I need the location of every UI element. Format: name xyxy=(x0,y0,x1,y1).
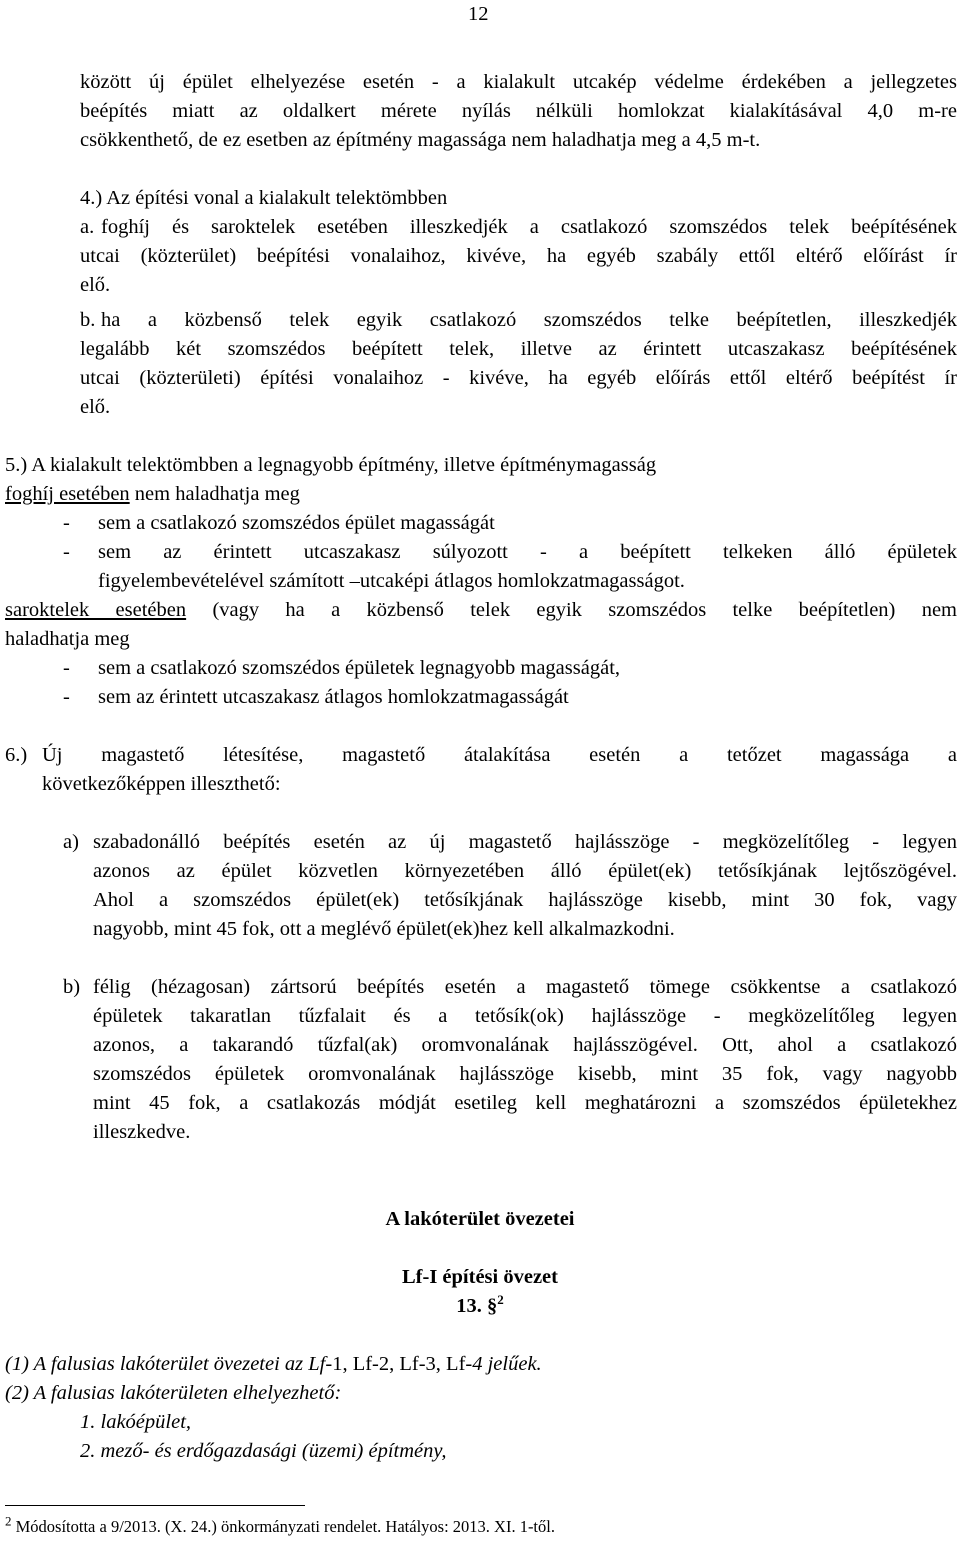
heading-lf-i-zone: Lf-I építési övezet xyxy=(402,1266,558,1288)
item-6a-line-1: szabadonálló beépítés esetén az új magastető hajlásszöge - megközelítőleg - legyen xyxy=(93,831,957,853)
foghij-line xyxy=(5,480,300,509)
item-6b-line-4: szomszédos épületek oromvonalának hajlásszöge kisebb, mint 35 fok, vagy nagyobb xyxy=(93,1063,957,1085)
item-a-line-3: elő. xyxy=(80,274,111,296)
section-4-heading: 4.) Az építési vonal a kialakult telektömbben xyxy=(80,187,448,209)
dash-item-2-line-1: sem az érintett utcaszakasz súlyozott - a beépített telkeken álló épületek xyxy=(98,541,957,563)
sarok-rest: (vagy ha a közbenső telek egyik szomszédos telke beépítetlen) nem xyxy=(186,599,957,621)
item-a-line-2: utcai (közterület) beépítési vonalaihoz, kivéve, ha egyéb szabály ettől eltérő előírást ír xyxy=(80,245,957,267)
item-6a-line-4: nagyobb, mint 45 fok, ott a meglévő épület(ek)hez kell alkalmazkodni. xyxy=(93,918,675,940)
dash-1: - xyxy=(63,512,70,534)
item-6b-line-5: mint 45 fok, a csatlakozás módját esetileg kell meghatározni a szomszédos épületekhez xyxy=(93,1092,957,1114)
paragraph-1 xyxy=(5,1350,542,1379)
section-6-line-1: Új magastető létesítése, magastető átalakítása esetén a tetőzet magassága a xyxy=(42,744,957,766)
item-6b-line-6: illeszkedve. xyxy=(93,1121,191,1143)
page-number: 12 xyxy=(468,3,489,25)
footnote xyxy=(5,1513,555,1538)
foghij-rest: nem haladhatja meg xyxy=(129,483,300,505)
dash-item-2-line-2: figyelembevételével számított –utcaképi átlagos homlokzatmagasságot. xyxy=(98,570,685,592)
paragraph-1-part-b: 1, Lf-2, Lf-3, Lf- xyxy=(332,1353,473,1375)
footnote-number: 2 xyxy=(5,1513,12,1529)
foghij-underlined: foghíj esetében xyxy=(5,483,130,505)
heading-residential-zones: A lakóterület övezetei xyxy=(385,1208,575,1230)
sarok-underlined: saroktelek esetében xyxy=(5,599,187,621)
heading-paragraph-13 xyxy=(0,1292,960,1321)
item-6b-line-2: épületek takaratlan tűzfalait és a tetősík(ok) hajlásszöge - megközelítőleg legyen xyxy=(93,1005,957,1027)
dash-item-1: sem a csatlakozó szomszédos épület magasságát xyxy=(98,512,495,534)
sarok-line-2: haladhatja meg xyxy=(5,628,130,650)
paragraph-1-part-a: (1) A falusias lakóterület övezetei az Lf- xyxy=(5,1353,333,1375)
footnote-separator xyxy=(5,1505,305,1506)
intro-line-3: csökkenthető, de ez esetben az építmény magassága nem haladhatja meg a 4,5 m-t. xyxy=(80,129,761,151)
item-b-line-3: utcai (közterületi) építési vonalaihoz - kivéve, ha egyéb előírás ettől eltérő beépítést ír xyxy=(80,367,957,389)
dash-item-4: sem az érintett utcaszakasz átlagos homlokzatmagasságát xyxy=(98,686,569,708)
item-6b-line-3: azonos, a takarandó tűzfal(ak) oromvonalának hajlásszögével. Ott, ahol a csatlakozó xyxy=(93,1034,957,1056)
paragraph-2-item-2: 2. mező- és erdőgazdasági (üzemi) építmény, xyxy=(80,1440,447,1462)
item-b-line-1: ha a közbenső telek egyik csatlakozó szomszédos telke beépítetlen, illeszkedjék xyxy=(101,309,957,331)
item-b-line-2: legalább két szomszédos beépített telek, illetve az érintett utcaszakasz beépítésének xyxy=(80,338,957,360)
paragraph-1-part-c: 4 jelűek. xyxy=(472,1353,542,1375)
paragraph-2: (2) A falusias lakóterületen elhelyezhető: xyxy=(5,1382,342,1404)
section-6-label: 6.) xyxy=(5,744,28,766)
item-b-label: b. xyxy=(80,309,96,331)
item-6a-label: a) xyxy=(63,831,79,853)
intro-line-1: között új épület elhelyezése esetén - a kialakult utcakép védelme érdekében a jellegzetes xyxy=(80,71,957,93)
dash-2: - xyxy=(63,541,70,563)
item-b-line-4: elő. xyxy=(80,396,111,418)
footnote-ref-2: 2 xyxy=(497,1292,504,1308)
sarok-line xyxy=(5,596,957,625)
section-5-heading: 5.) A kialakult telektömbben a legnagyobb építmény, illetve építménymagasság xyxy=(5,454,657,476)
item-6b-label: b) xyxy=(63,976,81,998)
paragraph-13-text: 13. § xyxy=(456,1295,498,1317)
dash-3: - xyxy=(63,657,70,679)
dash-4: - xyxy=(63,686,70,708)
dash-item-3: sem a csatlakozó szomszédos épületek legnagyobb magasságát, xyxy=(98,657,621,679)
item-a-label: a. xyxy=(80,216,95,238)
item-6a-line-2: azonos az épület közvetlen környezetében álló épület(ek) tetősíkjának lejtőszögével. xyxy=(93,860,957,882)
item-6b-line-1: félig (hézagosan) zártsorú beépítés esetén a magastető tömege csökkentse a csatlakozó xyxy=(93,976,957,998)
section-6-line-2: következőképpen illeszthető: xyxy=(42,773,281,795)
intro-line-2: beépítés miatt az oldalkert mérete nyílás nélküli homlokzat kialakításával 4,0 m-re xyxy=(80,100,957,122)
item-a-line-1: foghíj és saroktelek esetében illeszkedjék a csatlakozó szomszédos telek beépítésének xyxy=(101,216,957,238)
item-6a-line-3: Ahol a szomszédos épület(ek) tetősíkjának hajlásszöge kisebb, mint 30 fok, vagy xyxy=(93,889,957,911)
footnote-text: Módosította a 9/2013. (X. 24.) önkormányzati rendelet. Hatályos: 2013. XI. 1-től. xyxy=(11,1517,555,1536)
paragraph-2-item-1: 1. lakóépület, xyxy=(80,1411,192,1433)
